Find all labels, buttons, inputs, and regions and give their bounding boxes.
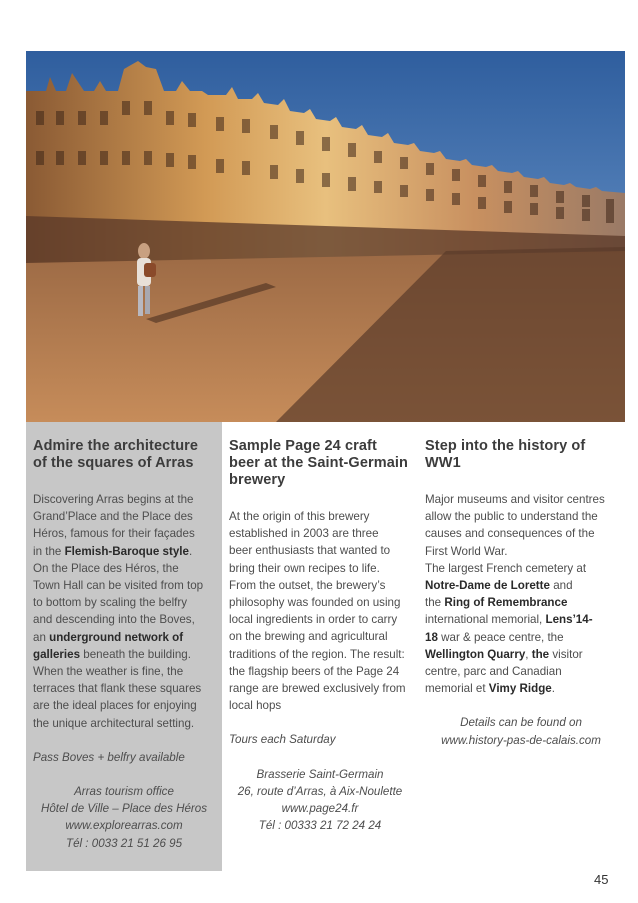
ww1-title: Step into the history of WW1 <box>425 438 586 471</box>
column-architecture <box>26 422 222 871</box>
ww1-body: Major museums and visitor centres allow the public to understand the causes and consequences of the First World War. The largest French cemetery at Notre-Dame de Lorette and the Ring of Remembrance international memorial, Lens’14- 18 war & peace centre, the Wellington Quarry, the visitor centre, parc and Canadian memorial et Vimy Ridge. <box>425 493 605 696</box>
brewery-note: Tours each Saturday <box>229 733 336 747</box>
brewery-contact: Brasserie Saint-Germain 26, route d’Arras, à Aix-Noulette www.page24.fr Tél : 00333 21 72 24 24 <box>237 767 403 833</box>
galleries-highlight: galleries <box>33 647 81 661</box>
column-brewery <box>222 422 418 834</box>
vimy-ridge-highlight: Vimy Ridge <box>488 682 552 696</box>
brewery-title: Sample Page 24 craft beer at the Saint-Germain brewery <box>229 438 408 488</box>
lens-14-18-highlight: Lens’14- <box>545 613 593 627</box>
architecture-note: Pass Boves + belfry available <box>33 750 185 764</box>
notre-dame-lorette-highlight: Notre-Dame de Lorette <box>425 579 550 593</box>
page-number: 45 <box>594 872 609 887</box>
column-ww1-history <box>418 422 624 749</box>
wellington-quarry-highlight: Wellington Quarry <box>425 647 526 661</box>
underground-network-highlight: underground network of <box>49 630 184 644</box>
ww1-details: Details can be found on www.history-pas-de-calais.com <box>441 716 601 747</box>
hero-photo <box>26 51 625 422</box>
flemish-baroque-highlight: Flemish-Baroque style <box>64 544 189 558</box>
ring-of-remembrance-highlight: Ring of Remembrance <box>444 596 568 610</box>
arras-grand-place-photo <box>26 51 625 422</box>
architecture-body: Discovering Arras begins at the Grand’Place and the Place des Héros, famous for their façades in the Flemish-Baroque style. On the Place des Héros, the Town Hall can be visited from top to bottom by scaling the belfry and descending into the Boves, an underground network of galleries beneath the building. When the weather is fine, the terraces that flank these squares are the ideal places for enjoying the unique architectural setting. <box>33 493 204 730</box>
architecture-title: Admire the architecture of the squares of Arras <box>33 438 199 471</box>
brewery-body: At the origin of this brewery established in 2003 are three beer enthusiasts that wanted to bring their own recipes to life. From the outset, the brewery’s philosophy was founded on using local ingredients in order to carry on the brewing and agricultural traditions of the region. The result: the flagship beers of the Page 24 range are brewed exclusively from local hops <box>229 510 406 713</box>
architecture-contact: Arras tourism office Hôtel de Ville – Place des Héros www.explorearras.com Tél : 0033 21 51 26 95 <box>40 785 208 850</box>
